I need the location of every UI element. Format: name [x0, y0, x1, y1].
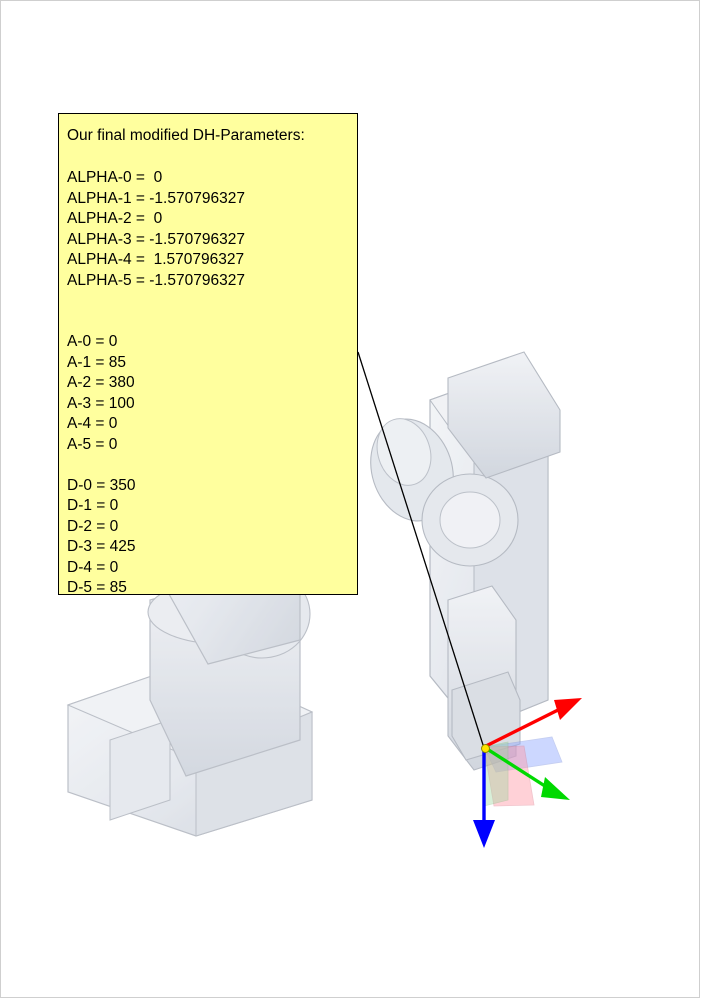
group-spacer [67, 291, 357, 312]
callout-title: Our final modified DH-Parameters: [67, 127, 305, 144]
alpha-parameter-group [67, 168, 357, 291]
group-spacer [67, 455, 357, 476]
group-spacer [67, 312, 357, 333]
parameter-line: A-5 = 0 [67, 435, 118, 453]
parameter-line: D-2 = 0 [67, 517, 119, 535]
parameter-line: A-2 = 380 [67, 374, 135, 391]
parameter-line: ALPHA-0 = 0 [67, 169, 163, 186]
parameter-line: A-4 = 0 [67, 415, 118, 432]
a-parameter-group [67, 332, 357, 455]
parameter-line: D-4 = 0 [67, 558, 119, 576]
parameter-line: ALPHA-3 = -1.570796327 [67, 230, 245, 248]
dh-parameters-callout [58, 113, 358, 595]
frame-origin-marker [481, 744, 490, 753]
parameter-line: D-5 = 85 [67, 579, 127, 596]
d-parameter-group [67, 476, 357, 599]
parameter-line: A-0 = 0 [67, 333, 118, 350]
parameter-line: D-0 = 350 [67, 476, 136, 494]
parameter-line: D-3 = 425 [67, 538, 136, 555]
parameter-line: D-1 = 0 [67, 497, 119, 514]
parameter-line: ALPHA-4 = 1.570796327 [67, 251, 245, 268]
parameter-line: ALPHA-2 = 0 [67, 210, 163, 227]
parameter-line: ALPHA-1 = -1.570796327 [67, 189, 245, 207]
parameter-line: ALPHA-5 = -1.570796327 [67, 271, 245, 289]
parameter-line: A-1 = 85 [67, 353, 127, 371]
parameter-line: A-3 = 100 [67, 394, 135, 412]
robot-model-ghost-right [358, 352, 560, 770]
